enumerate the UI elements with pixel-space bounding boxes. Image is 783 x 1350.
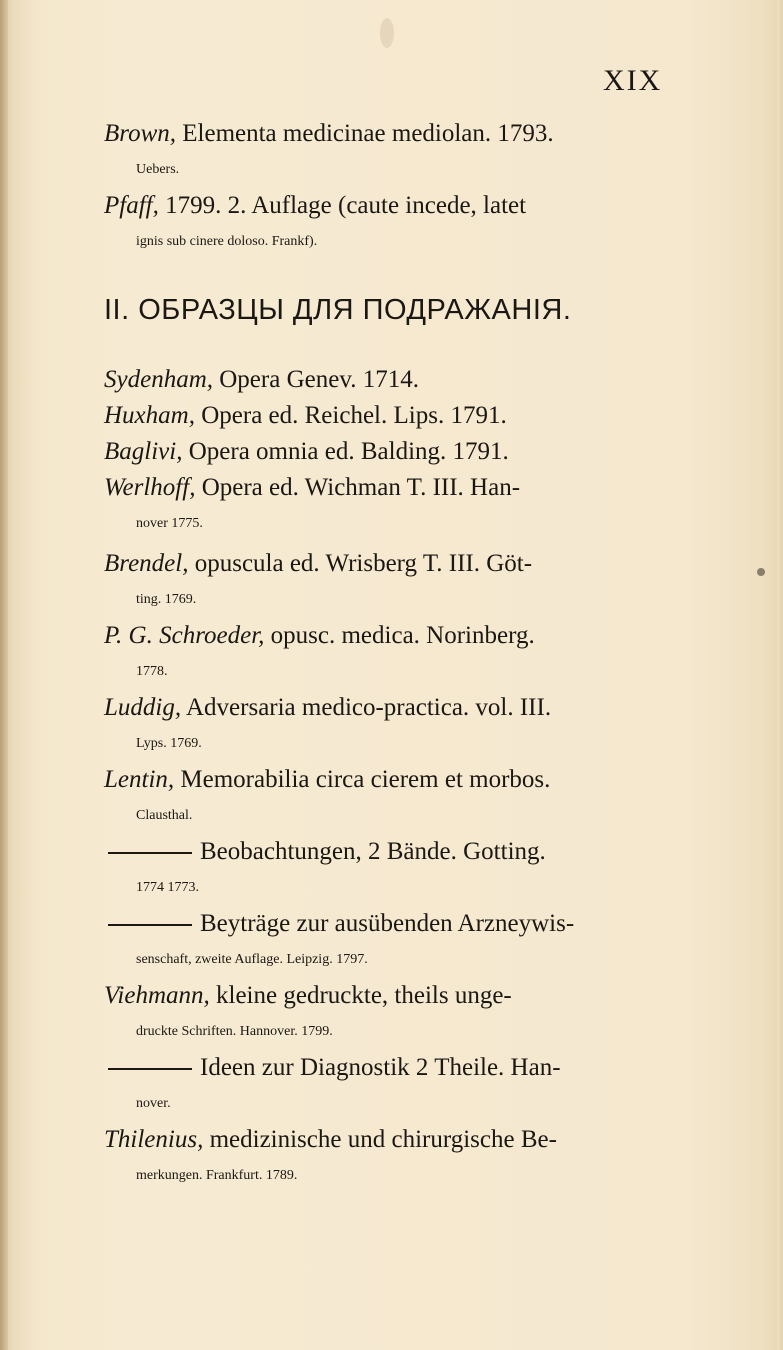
entry-author: Pfaff, bbox=[104, 192, 159, 219]
entry-text: ting. 1769. bbox=[136, 592, 197, 607]
entry-author: Huxham, bbox=[104, 402, 195, 429]
entry-text: druckte Schriften. Hannover. 1799. bbox=[136, 1024, 333, 1039]
entry-author: Sydenham, bbox=[104, 366, 213, 393]
bibliography-entry bbox=[104, 434, 694, 470]
entry-text: opusc. medica. Norinberg. bbox=[270, 622, 535, 649]
paper-stain bbox=[380, 18, 394, 48]
entry-author: Werlhoff, bbox=[104, 474, 196, 501]
entry-author: Brown, bbox=[104, 120, 176, 147]
bibliography-entry bbox=[104, 1050, 694, 1122]
entry-text: nover 1775. bbox=[136, 516, 203, 531]
ditto-dash bbox=[108, 852, 192, 854]
ditto-dash bbox=[108, 1068, 192, 1070]
page-left-edge bbox=[0, 0, 8, 1350]
entry-author: P. G. Schroeder, bbox=[104, 622, 265, 649]
bibliography-entry bbox=[104, 470, 694, 542]
entry-text: Opera omnia ed. Balding. 1791. bbox=[188, 438, 509, 465]
entry-text: kleine gedruckte, theils unge- bbox=[216, 982, 512, 1009]
entry-author: Baglivi, bbox=[104, 438, 183, 465]
entry-text: Opera ed. Wichman T. III. Han- bbox=[201, 474, 521, 501]
entry-author: Luddig, bbox=[104, 694, 182, 721]
bibliography-entry bbox=[104, 762, 694, 834]
entry-text: senschaft, zweite Auflage. Leipzig. 1797. bbox=[136, 952, 368, 967]
entry-text: 1774 1773. bbox=[136, 880, 199, 895]
entry-author: Viehmann, bbox=[104, 982, 210, 1009]
bibliography-entry bbox=[104, 546, 694, 618]
paper-speck bbox=[757, 568, 765, 576]
entry-text: Clausthal. bbox=[136, 808, 193, 823]
entry-text: Elementa medicinae mediolan. 1793. bbox=[182, 120, 554, 147]
bibliography-entry bbox=[104, 906, 694, 978]
ditto-dash bbox=[108, 924, 192, 926]
entry-text: Opera ed. Reichel. Lips. 1791. bbox=[201, 402, 507, 429]
bibliography-entry bbox=[104, 116, 694, 188]
entry-text: nover. bbox=[136, 1096, 171, 1111]
bibliography-entry bbox=[104, 188, 694, 260]
bibliography-entry bbox=[104, 1122, 694, 1194]
entry-text: medizinische und chirurgische Be- bbox=[209, 1126, 557, 1153]
bibliography-entry bbox=[104, 978, 694, 1050]
entry-text: 1778. bbox=[136, 664, 168, 679]
entry-text: Uebers. bbox=[136, 162, 180, 177]
entry-text: Beobachtungen, 2 Bände. Gotting. bbox=[200, 838, 546, 865]
entry-text: ignis sub cinere doloso. Frankf). bbox=[136, 234, 318, 249]
bibliography-entry bbox=[104, 618, 694, 690]
entry-author: Brendel, bbox=[104, 550, 189, 577]
entry-text: Beyträge zur ausübenden Arzneywis- bbox=[200, 910, 575, 937]
entry-text: Memorabilia circa cierem et morbos. bbox=[180, 766, 551, 793]
entry-text: Lyps. 1769. bbox=[136, 736, 202, 751]
page-number: XIX bbox=[603, 64, 663, 97]
section-heading: II. ОБРАЗЦЫ ДЛЯ ПОДРАЖАНІЯ. bbox=[104, 294, 572, 326]
entry-text: Opera Genev. 1714. bbox=[219, 366, 419, 393]
page-right-edge bbox=[777, 0, 783, 1350]
entry-author: Lentin, bbox=[104, 766, 175, 793]
entry-text: merkungen. Frankfurt. 1789. bbox=[136, 1168, 298, 1183]
entry-text: Ideen zur Diagnostik 2 Theile. Han- bbox=[200, 1054, 561, 1081]
bibliography-entry bbox=[104, 362, 694, 398]
bibliography-entry bbox=[104, 398, 694, 434]
entry-text: 1799. 2. Auflage (caute incede, latet bbox=[165, 192, 527, 219]
entry-text: Adversaria medico-practica. vol. III. bbox=[185, 694, 552, 721]
bibliography-entry bbox=[104, 834, 694, 906]
entry-text: opuscula ed. Wrisberg T. III. Göt- bbox=[194, 550, 533, 577]
entry-author: Thilenius, bbox=[104, 1126, 204, 1153]
bibliography-entry bbox=[104, 690, 694, 762]
